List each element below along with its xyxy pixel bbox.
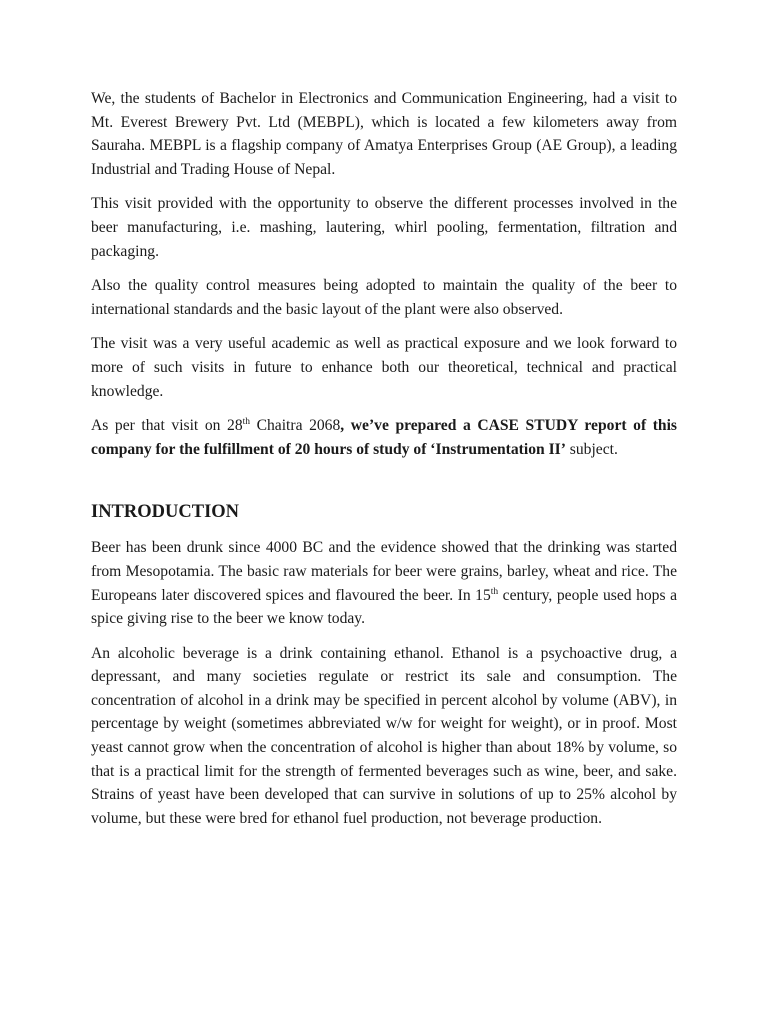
paragraph-visit-intro: We, the students of Bachelor in Electronics and Communication Engineering, had a visit to Mt. Everest Brewery Pvt. Ltd (MEBPL), which is located a few kilometers away from Sauraha. MEBPL is a flagship company of Amatya Enterprises Group (AE Group), a leading Industrial and Trading House of Nepal. [91,90,677,178]
date-superscript: th [242,417,251,428]
paragraph-quality-control: Also the quality control measures being adopted to maintain the quality of the beer to international standards and the basic layout of the plant were also observed. [91,277,677,318]
case-study-suffix: subject. [565,440,618,458]
beer-history-suffix: century, people used hops a spice giving rise to the beer we know today. [91,586,677,628]
paragraph-beer-history [91,536,677,630]
case-study-prefix: As per that visit on 28 [91,417,243,435]
case-study-bold-text: , we’ve prepared a CASE STUDY report of this company for the fulfillment of 20 hours of study of ‘Instrumentation II’ [91,417,677,458]
paragraph-visit-purpose: This visit provided with the opportunity to observe the different processes involved in the beer manufacturing, i.e. mashing, lautering, whirl pooling, fermentation, filtration and packaging. [91,195,677,260]
century-superscript: th [490,586,499,597]
paragraph-alcoholic-beverage: An alcoholic beverage is a drink containing ethanol. Ethanol is a psychoactive drug, a depressant, and many societies regulate or restrict its sale and consumption. The concentration of alcohol in a drink may be specified in percent alcohol by volume (ABV), in percentage by weight (sometimes abbreviated w/w for weight for weight), or in proof. Most yeast cannot grow when the concentration of alcohol is higher than about 18% by volume, so that is a practical limit for the strength of fermented beverages such as wine, beer, and sake. Strains of yeast have been developed that can survive in solutions of up to 25% alcohol by volume, but these were bred for ethanol fuel production, not beverage production. [91,644,677,827]
section-heading-introduction: INTRODUCTION [91,502,240,523]
paragraph-visit-value: The visit was a very useful academic as well as practical exposure and we look forward to more of such visits in future to enhance both our theoretical, technical and practical knowledge. [91,335,677,400]
paragraph-case-study [91,414,677,461]
beer-history-prefix: Beer has been drunk since 4000 BC and the evidence showed that the drinking was started from Mesopotamia. The basic raw materials for beer were grains, barley, wheat and rice. The Europeans later discovered spices and flavoured the beer. In 15 [91,539,677,604]
case-study-date: Chaitra 2068 [250,417,341,435]
